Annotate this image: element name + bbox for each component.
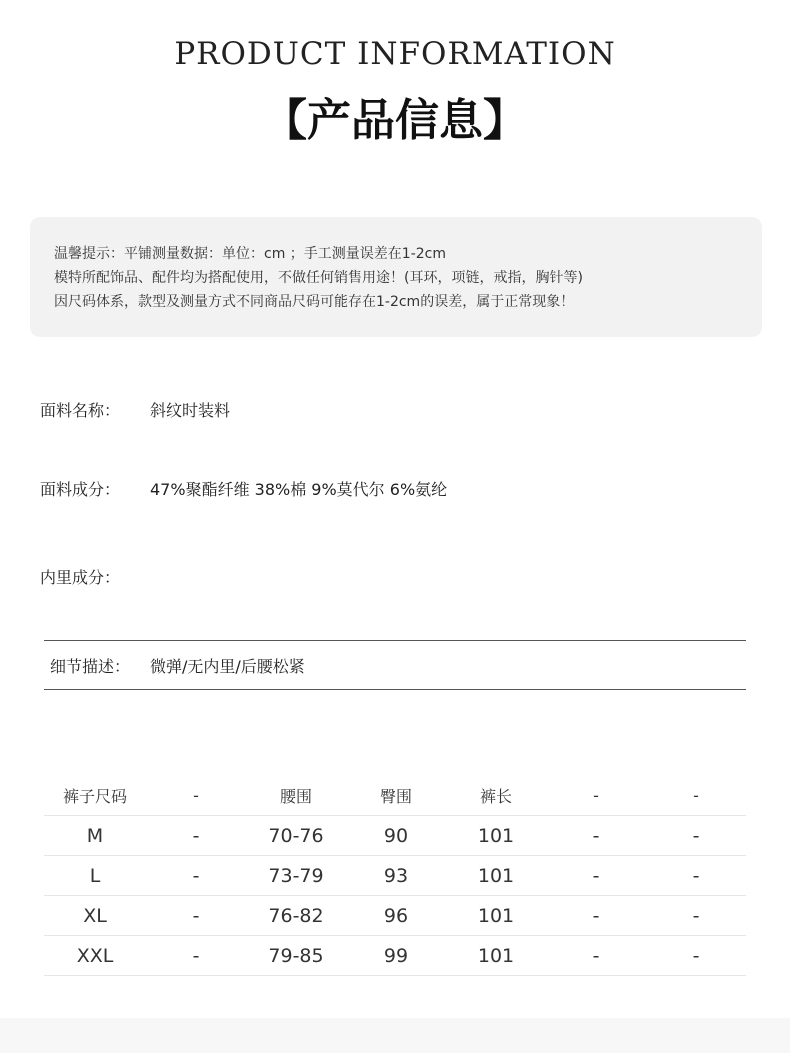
notice-box [30,217,762,337]
fabric-name-row [40,398,230,421]
hip-cell: 96 [383,904,409,927]
table-row [44,936,746,976]
details-bottom-divider [44,689,746,690]
notice-line-accessories: 模特所配饰品、配件均为搭配使用，不做任何销售用途！(耳环，项链，戒指，胸针等) [54,270,583,286]
fabric-composition-label: 面料成分： [40,480,121,499]
empty-cell: - [592,944,600,967]
fabric-name-label: 面料名称： [40,401,121,420]
size-cell: M [86,824,104,847]
title-chinese: 【产品信息】 [263,95,527,146]
details-value: 微弹/无内里/后腰松紧 [150,657,305,676]
empty-cell: - [192,824,200,847]
header-length: 裤长 [479,787,512,806]
waist-cell: 79-85 [268,944,324,967]
empty-cell: - [692,824,700,847]
length-cell: 101 [477,904,515,927]
size-cell: XXL [76,944,114,967]
lining-composition-label: 内里成分： [40,568,121,587]
size-cell: XL [83,904,107,927]
table-row [44,896,746,936]
empty-cell: - [692,944,700,967]
notice-line-size-difference: 因尺码体系，款型及测量方式不同商品尺码可能存在1-2cm的误差，属于正常现象！ [54,294,575,310]
length-cell: 101 [477,824,515,847]
header-col-6: - [593,786,599,805]
header-hip: 臀围 [379,787,412,806]
details-row [50,654,305,677]
hip-cell: 90 [383,824,409,847]
waist-cell: 70-76 [268,824,324,847]
fabric-name-value: 斜纹时装料 [150,401,231,420]
empty-cell: - [192,944,200,967]
empty-cell: - [192,864,200,887]
header-col-7: - [693,786,699,805]
hip-cell: 93 [383,864,409,887]
waist-cell: 73-79 [268,864,324,887]
bottom-strip [0,1018,790,1053]
header-size: 裤子尺码 [62,787,127,806]
lining-composition-row [40,565,150,588]
details-label: 细节描述： [50,657,131,676]
hip-cell: 99 [383,944,409,967]
length-cell: 101 [477,944,515,967]
size-table [44,776,746,976]
empty-cell: - [592,904,600,927]
header-waist: 腰围 [279,787,312,806]
notice-line-measurement: 温馨提示：平铺测量数据：单位：cm ；手工测量误差在1-2cm [54,246,446,262]
fabric-composition-value: 47%聚酯纤维 38%棉 9%莫代尔 6%氨纶 [150,480,448,499]
size-table-header [44,776,746,816]
size-cell: L [89,864,101,887]
details-top-divider [44,640,746,641]
length-cell: 101 [477,864,515,887]
empty-cell: - [692,864,700,887]
fabric-composition-row [40,477,447,500]
title-english: PRODUCT INFORMATION [174,36,616,72]
empty-cell: - [592,824,600,847]
waist-cell: 76-82 [268,904,324,927]
header-col-2: - [193,786,199,805]
empty-cell: - [592,864,600,887]
table-row [44,816,746,856]
empty-cell: - [192,904,200,927]
empty-cell: - [692,904,700,927]
table-row [44,856,746,896]
